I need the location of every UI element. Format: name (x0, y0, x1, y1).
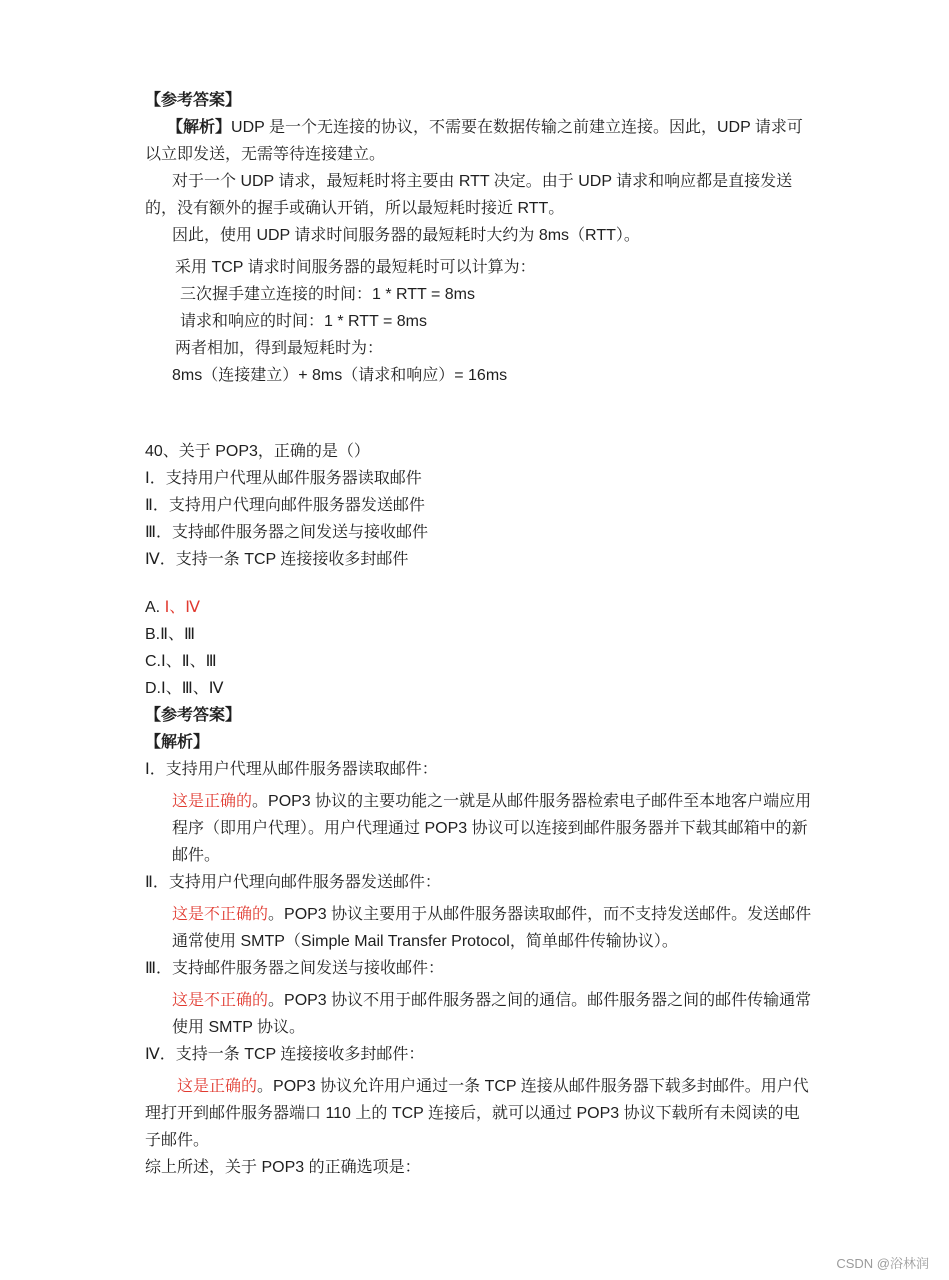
text-segment: UDP 是一个无连接的协议，不需要在数据传输之前建立连接。因此，UDP 请求可以立即发送，无需等待连接建立。 (145, 119, 803, 163)
text-segment: D.Ⅰ、Ⅲ、Ⅳ (145, 680, 224, 697)
text-segment: Ⅰ、Ⅳ (164, 599, 201, 616)
tcp-request-response-line (145, 308, 813, 335)
csdn-watermark: CSDN @浴林润 (836, 1256, 929, 1271)
item-3-title (145, 955, 813, 982)
statement-3 (145, 519, 813, 546)
text-segment: 【解析】 (167, 119, 232, 136)
text-segment: 采用 TCP 请求时间服务器的最短耗时可以计算为： (175, 259, 536, 276)
text-segment: 请求和响应的时间：1 * RTT = 8ms (180, 313, 428, 330)
text-segment: 。POP3 协议不用于邮件服务器之间的通信。邮件服务器之间的邮件传输通常使用 SMTP 协议。 (172, 992, 812, 1036)
text-segment: B.Ⅱ、Ⅲ (145, 626, 196, 643)
statement-1 (145, 465, 813, 492)
item-4-explanation (145, 1073, 813, 1154)
item-2-explanation (145, 901, 813, 955)
text-segment: Ⅱ．支持用户代理向邮件服务器发送邮件： (145, 874, 441, 891)
text-segment: 【参考答案】 (145, 707, 242, 724)
text-segment: 三次握手建立连接的时间：1 * RTT = 8ms (180, 286, 476, 303)
udp-rtt-paragraph (145, 168, 813, 222)
reference-answer-header-1 (145, 87, 813, 114)
text-segment: Ⅱ．支持用户代理向邮件服务器发送邮件 (145, 497, 425, 514)
question-40-stem (145, 438, 813, 465)
statement-2 (145, 492, 813, 519)
udp-conclusion-line (145, 222, 813, 249)
text-segment: A. (145, 599, 165, 616)
text-segment: 综上所述，关于 POP3 的正确选项是： (145, 1159, 421, 1176)
option-b (145, 621, 813, 648)
text-segment: 两者相加，得到最短耗时为： (175, 340, 384, 357)
text-segment: 。POP3 协议的主要功能之一就是从邮件服务器检索电子邮件至本地客户端应用程序（即用户代理）。用户代理通过 POP3 协议可以连接到邮件服务器并下载其邮箱中的新邮件。 (172, 793, 812, 864)
text-segment: Ⅰ．支持用户代理从邮件服务器读取邮件： (145, 761, 438, 778)
text-segment: 这是不正确的 (172, 992, 269, 1009)
text-segment: 这是正确的 (177, 1078, 258, 1095)
text-segment: C.Ⅰ、Ⅱ、Ⅲ (145, 653, 217, 670)
text-segment: Ⅳ．支持一条 TCP 连接接收多封邮件： (145, 1046, 425, 1063)
statement-4 (145, 546, 813, 573)
tcp-total-line (145, 362, 813, 389)
summary-line (145, 1154, 813, 1181)
document-body (145, 87, 813, 1181)
tcp-sum-intro-line (145, 335, 813, 362)
tcp-calc-intro-line (145, 254, 813, 281)
text-segment: 这是不正确的 (172, 906, 269, 923)
option-c (145, 648, 813, 675)
text-segment: 【解析】 (145, 734, 210, 751)
text-segment: Ⅲ．支持邮件服务器之间发送与接收邮件： (145, 960, 445, 977)
item-2-title (145, 869, 813, 896)
text-segment: Ⅲ．支持邮件服务器之间发送与接收邮件 (145, 524, 429, 541)
reference-answer-header-2 (145, 702, 813, 729)
analysis-udp-paragraph (145, 114, 813, 168)
text-segment: 8ms（连接建立）+ 8ms（请求和响应）= 16ms (172, 367, 508, 384)
item-1-title (145, 756, 813, 783)
option-d (145, 675, 813, 702)
option-a (145, 594, 813, 621)
item-4-title (145, 1041, 813, 1068)
text-segment: 40、关于 POP3，正确的是（） (145, 443, 370, 460)
text-segment: 。POP3 协议允许用户通过一条 TCP 连接从邮件服务器下载多封邮件。用户代理打开到邮件服务器端口 110 上的 TCP 连接后，就可以通过 POP3 协议下载所有未阅读的电子邮件。 (145, 1078, 809, 1149)
text-segment: 这是正确的 (172, 793, 253, 810)
text-segment: Ⅰ．支持用户代理从邮件服务器读取邮件 (145, 470, 422, 487)
text-segment: 。POP3 协议主要用于从邮件服务器读取邮件，而不支持发送邮件。发送邮件通常使用 SMTP（Simple Mail Transfer Protocol，简单邮件传输协议）。 (172, 906, 812, 950)
analysis-header (145, 729, 813, 756)
text-segment: 对于一个 UDP 请求，最短耗时将主要由 RTT 决定。由于 UDP 请求和响应都是直接发送的，没有额外的握手或确认开销，所以最短耗时接近 RTT。 (145, 173, 793, 217)
item-3-explanation (145, 987, 813, 1041)
text-segment: 【参考答案】 (145, 92, 242, 109)
item-1-explanation (145, 788, 813, 869)
text-segment: 因此，使用 UDP 请求时间服务器的最短耗时大约为 8ms（RTT）。 (172, 227, 640, 244)
text-segment: Ⅳ．支持一条 TCP 连接接收多封邮件 (145, 551, 409, 568)
tcp-handshake-line (145, 281, 813, 308)
